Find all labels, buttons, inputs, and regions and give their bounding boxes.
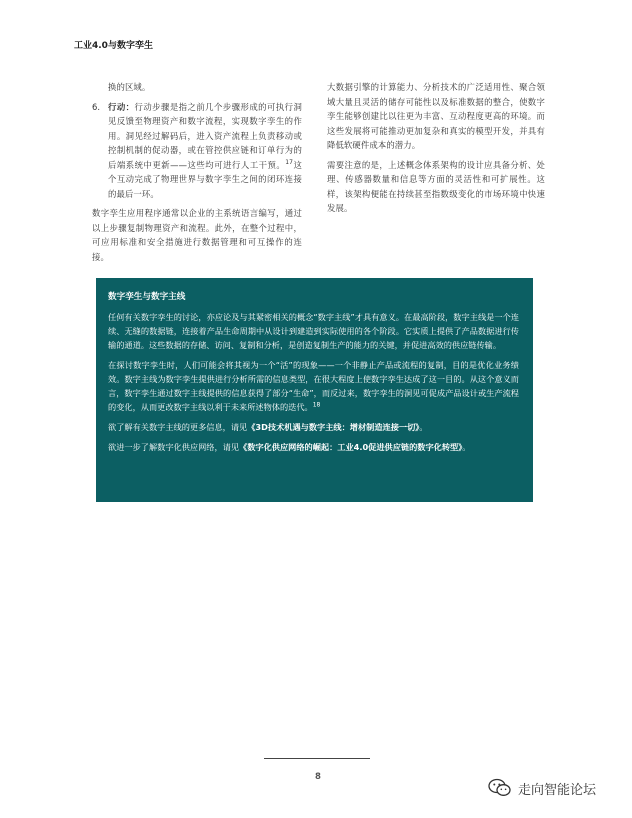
callout-paragraph-2-text: 在探讨数字孪生时，人们可能会将其视为一个“活”的现象——一个非静止产品或流程的复制，目的是优化业务绩效。数字主线为数字孪生提供进行分析所需的信息类型，在很大程度上使数字孪生达成了这一目的。从这个意义而言，数字孪生通过数字主线提供的信息获得了部分“生命”，而反过来，数字孪生的洞见可促成产品设计或生产流程的变化，从而更改数字主线以利于未来所述物体的迭代。	[108, 360, 519, 412]
supply-network-link[interactable]: 《数字化供应网络的崛起：工业4.0促进供应链的数字化转型》	[239, 442, 463, 452]
watermark-text: 走向智能论坛	[518, 782, 597, 798]
continuation-text: 换的区域。	[108, 82, 151, 92]
item-title: 行动：	[108, 101, 135, 112]
watermark	[488, 778, 596, 798]
left-column	[92, 80, 302, 269]
list-number: 6.	[92, 101, 101, 112]
callout-p4-suffix: 。	[462, 442, 471, 452]
digital-thread-link[interactable]: 《3D技术机遇与数字主线：增材制造连接一切》	[247, 422, 420, 432]
footnote-ref[interactable]: 17	[285, 158, 294, 166]
right-paragraph-2: 需要注意的是，上述概念体系架构的设计应具备分析、处理、传感器数量和信息等方面的灵活性和可扩展性。这样，该架构便能在持续甚至指数级变化的市场环境中快速发展。	[327, 159, 545, 213]
right-paragraph-1: 大数据引擎的计算能力、分析技术的广泛适用性、聚合领域大量且灵活的储存可能性以及标准数据的整合，使数字孪生能够创建比以往更为丰富、互动程度更高的环境。而这些发展将可能推动更加复杂和真实的模型开发，并具有降低软硬件成本的潜力。	[327, 82, 545, 150]
callout-p3-prefix: 欲了解有关数字主线的更多信息，请见	[108, 422, 248, 432]
callout-box	[96, 278, 533, 502]
callout-paragraph-2	[108, 358, 519, 414]
left-paragraph-2: 数字孪生应用程序通常以企业的主系统语言编写，通过以上步骤复制物理资产和流程。此外，在整个过程中，可应用标准和安全措施进行数据管理和可互操作的连接。	[92, 208, 302, 262]
list-item-continuation	[92, 80, 302, 95]
callout-p3-suffix: 。	[419, 422, 428, 432]
page-number: 8	[315, 772, 321, 782]
callout-paragraph-1: 任何有关数字孪生的讨论，亦应论及与其紧密相关的概念“数字主线”才具有意义。在最高阶段，数字主线是一个连续、无缝的数据链，连接着产品生命周期中从设计到建造到实际使用的各个阶段。它实质上提供了产品数据进行传输的通道。这些数据的存储、访问、复制和分析，是创造复制生产的能力的关键，并促进高效的供应链传输。	[108, 312, 519, 350]
callout-p4-prefix: 欲进一步了解数字化供应网络，请见	[108, 442, 240, 452]
callout-paragraph-4	[108, 440, 519, 454]
footer-divider	[264, 758, 370, 759]
item-text-2: 这个互动完成了物理世界与数字孪生之间的闭环连接的最后一环。	[108, 159, 302, 199]
list-item-6	[92, 100, 302, 202]
callout-title: 数字孪生与数字主线	[108, 292, 186, 302]
callout-paragraph-3	[108, 420, 519, 434]
item-text: 行动步骤是指之前几个步骤形成的可执行洞见反馈至物理资产和数字流程，实现数字孪生的作用。洞见经过解码后，进入资产流程上负责移动或控制机制的促动器，或在管控供应链和订单行为的后端系统中更新——这些均可进行人工干预。	[108, 101, 302, 170]
footnote-ref[interactable]: 18	[312, 401, 321, 409]
right-column	[327, 80, 545, 221]
header-title: 工业4.0与数字孪生	[74, 41, 153, 51]
wechat-icon	[488, 778, 512, 798]
